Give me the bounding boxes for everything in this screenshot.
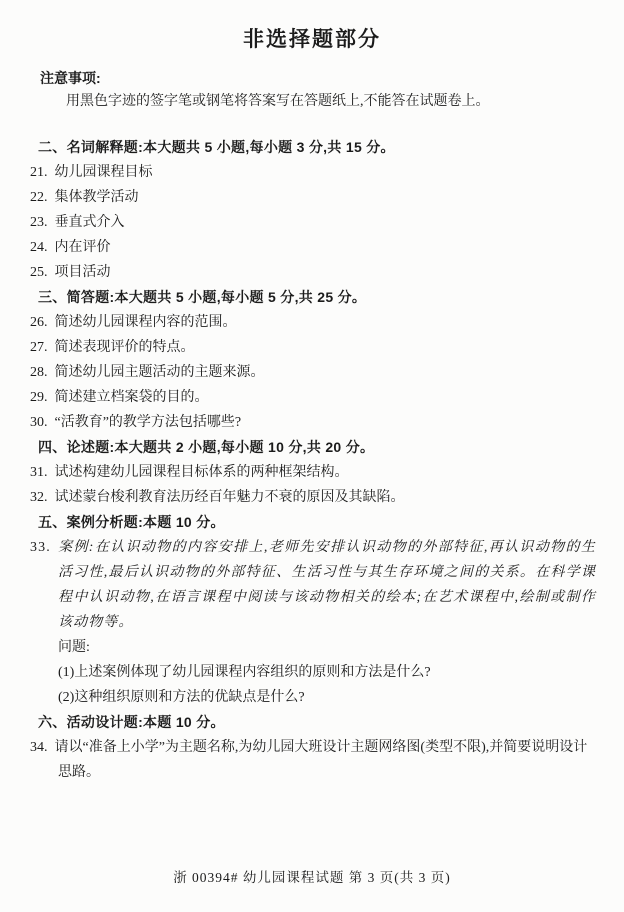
question-23 xyxy=(30,210,596,235)
question-number: 24. xyxy=(30,240,48,255)
question-25 xyxy=(30,260,596,285)
question-number: 27. xyxy=(30,340,48,355)
question-body xyxy=(30,135,596,785)
section-heading-5: 五、案例分析题:本题 10 分。 xyxy=(38,514,225,530)
case-subquestion-2: (2)这种组织原则和方法的优缺点是什么? xyxy=(58,690,305,705)
question-22 xyxy=(30,185,596,210)
question-33 xyxy=(30,535,596,710)
section-heading-3: 三、简答题:本大题共 5 小题,每小题 5 分,共 25 分。 xyxy=(38,289,367,305)
section-heading-6: 六、活动设计题:本题 10 分。 xyxy=(38,714,225,730)
section-heading-4: 四、论述题:本大题共 2 小题,每小题 10 分,共 20 分。 xyxy=(38,439,375,455)
question-number: 25. xyxy=(30,265,48,280)
case-text xyxy=(30,535,596,635)
question-number: 32. xyxy=(30,490,48,505)
question-26 xyxy=(30,310,596,335)
question-number: 29. xyxy=(30,390,48,405)
question-28 xyxy=(30,360,596,385)
notice-text: 用黑色字迹的签字笔或钢笔将答案写在答题纸上,不能答在试题卷上。 xyxy=(66,94,490,109)
question-27 xyxy=(30,335,596,360)
question-number: 30. xyxy=(30,415,48,430)
case-prompt: 问题: xyxy=(58,640,90,655)
question-34 xyxy=(30,735,596,785)
question-text: 集体教学活动 xyxy=(54,190,139,205)
question-32 xyxy=(30,485,596,510)
question-number: 26. xyxy=(30,315,48,330)
question-number: 28. xyxy=(30,365,48,380)
case-subquestion-1: (1)上述案例体现了幼儿园课程内容组织的原则和方法是什么? xyxy=(58,665,431,680)
question-text: 幼儿园课程目标 xyxy=(54,165,153,180)
question-number: 22. xyxy=(30,190,48,205)
question-number: 23. xyxy=(30,215,48,230)
question-number: 31. xyxy=(30,465,48,480)
section-heading-2: 二、名词解释题:本大题共 5 小题,每小题 3 分,共 15 分。 xyxy=(38,139,395,155)
question-24 xyxy=(30,235,596,260)
page-footer: 浙 00394# 幼儿园课程试题 第 3 页(共 3 页) xyxy=(173,870,451,885)
question-text: 简述建立档案袋的目的。 xyxy=(54,390,209,405)
question-number: 33. xyxy=(30,540,51,555)
question-number: 34. xyxy=(30,740,48,755)
page-title: 非选择题部分 xyxy=(243,28,381,51)
notice-heading: 注意事项: xyxy=(40,70,101,86)
question-text: “活教育”的教学方法包括哪些? xyxy=(54,415,242,430)
question-21 xyxy=(30,160,596,185)
question-text: 简述幼儿园课程内容的范围。 xyxy=(54,315,237,330)
question-31 xyxy=(30,460,596,485)
question-29 xyxy=(30,385,596,410)
question-text: 试述构建幼儿园课程目标体系的两种框架结构。 xyxy=(54,465,349,480)
question-text: 请以“准备上小学”为主题名称,为幼儿园大班设计主题网络图(类型不限),并简要说明设计思路。 xyxy=(54,740,588,780)
question-30 xyxy=(30,410,596,435)
question-text: 项目活动 xyxy=(54,265,111,280)
question-text: 试述蒙台梭利教育法历经百年魅力不衰的原因及其缺陷。 xyxy=(54,490,405,505)
case-body-text: 案例:在认识动物的内容安排上,老师先安排认识动物的外部特征,再认识动物的生活习性,最后认识动物的外部特征、生活习性与其生存环境之间的关系。在科学课程中认识动物,在语言课程中阅读与该动物相关的绘本;在艺术课程中,绘制或制作该动物等。 xyxy=(57,540,596,630)
question-text: 垂直式介入 xyxy=(54,215,125,230)
question-text: 简述表现评价的特点。 xyxy=(54,340,195,355)
question-text: 简述幼儿园主题活动的主题来源。 xyxy=(54,365,265,380)
question-number: 21. xyxy=(30,165,48,180)
question-text: 内在评价 xyxy=(54,240,111,255)
